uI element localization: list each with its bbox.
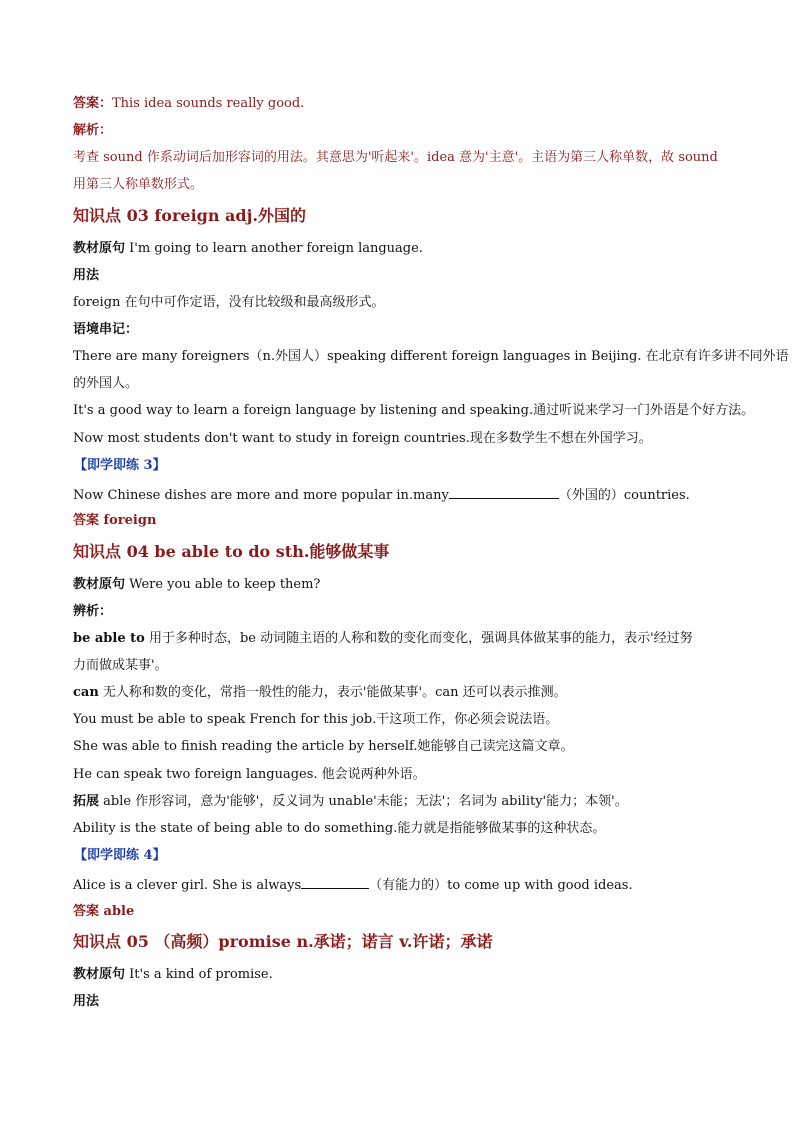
kp03-answer: 答案 foreign	[73, 513, 157, 528]
kp05-source-label: 教材原句	[73, 967, 126, 982]
kp03-usage-label: 用法	[73, 268, 100, 283]
kp03-context-label: 语境串记：	[73, 322, 139, 337]
kp04-answer-blank[interactable]	[301, 875, 369, 889]
kp03-example-1-line-2: 的外国人。	[73, 376, 139, 391]
kp04-practice-text-before: Alice is a clever girl. She is always	[73, 878, 302, 893]
kp04-be-able-line-2: 力而做成某事'。	[73, 658, 168, 673]
kp05-source-text: It's a kind of promise.	[125, 967, 273, 982]
answer-line-1	[73, 95, 304, 113]
kp04-can-term: can	[73, 685, 99, 700]
kp03-source-label: 教材原句	[73, 241, 126, 256]
kp03-practice-label: 【即学即练 3】	[74, 458, 166, 473]
kp03-practice-text-after: （外国的）countries.	[558, 488, 690, 503]
kp04-source-label: 教材原句	[73, 577, 126, 592]
kp04-practice-line	[73, 875, 633, 895]
kp04-source-line	[73, 576, 320, 594]
kp04-extension-example: Ability is the state of being able to do something.能力就是指能够做某事的这种状态。	[73, 821, 606, 836]
kp04-can-text: 无人称和数的变化，常指一般性的能力，表示'能做某事'。can 还可以表示推测。	[98, 685, 567, 700]
kp03-practice-line	[73, 485, 690, 505]
analysis-line-2: 用第三人称单数形式。	[73, 177, 204, 192]
kp04-be-able-term: be able to	[73, 631, 145, 646]
kp04-answer: 答案 able	[73, 904, 135, 919]
analysis-line-1: 考查 sound 作系动词后加形容词的用法。其意思为'听起来'。idea 意为'主意'。主语为第三人称单数，故 sound	[73, 150, 718, 165]
kp04-example-1: You must be able to speak French for this job.干这项工作，你必须会说法语。	[73, 712, 559, 727]
kp03-example-2: It's a good way to learn a foreign language by listening and speaking.通过听说来学习一门外语是个好方法。	[73, 403, 755, 418]
kp03-practice-text-before: Now Chinese dishes are more and more popular in.many	[73, 488, 449, 503]
kp04-heading: 知识点 04 be able to do sth.能够做某事	[73, 542, 390, 561]
kp04-source-text: Were you able to keep them?	[125, 577, 321, 592]
answer-text: This idea sounds really good.	[112, 96, 305, 111]
kp04-example-3: He can speak two foreign languages. 他会说两种外语。	[73, 767, 426, 782]
kp05-usage-label: 用法	[73, 994, 100, 1009]
kp04-be-able-text: 用于多种时态，be 动词随主语的人称和数的变化而变化，强调具体做某事的能力，表示'经过努	[144, 631, 693, 646]
kp04-extension-line	[73, 793, 628, 811]
kp04-be-able-line-1	[73, 630, 693, 648]
answer-label: 答案：	[73, 96, 113, 111]
analysis-label: 解析：	[73, 123, 113, 138]
kp04-extension-text: able 作形容词，意为'能够'，反义词为 unable'未能；无法'；名词为 ability'能力；本领'。	[99, 794, 628, 809]
kp04-example-2: She was able to finish reading the article by herself.她能够自己读完这篇文章。	[73, 739, 574, 754]
kp04-practice-text-after: （有能力的）to come up with good ideas.	[369, 878, 633, 893]
kp04-analysis-label: 辨析：	[73, 604, 113, 619]
kp05-source-line	[73, 966, 273, 984]
kp03-source-text: I'm going to learn another foreign language.	[125, 241, 423, 256]
kp03-answer-blank[interactable]	[449, 485, 559, 499]
kp04-practice-label: 【即学即练 4】	[74, 848, 166, 863]
kp03-example-1-line-1: There are many foreigners（n.外国人）speaking different foreign languages in Beijing. 在北京有许多讲不同外语	[73, 349, 789, 364]
kp03-example-3: Now most students don't want to study in foreign countries.现在多数学生不想在外国学习。	[73, 431, 652, 446]
kp03-heading: 知识点 03 foreign adj.外国的	[73, 206, 306, 225]
kp05-heading: 知识点 05 （高频）promise n.承诺；诺言 v.许诺；承诺	[73, 932, 493, 951]
kp03-source-line	[73, 240, 423, 258]
kp04-extension-label: 拓展	[73, 794, 100, 809]
kp04-can-line	[73, 684, 567, 702]
kp03-usage-text: foreign 在句中可作定语，没有比较级和最高级形式。	[73, 295, 385, 310]
